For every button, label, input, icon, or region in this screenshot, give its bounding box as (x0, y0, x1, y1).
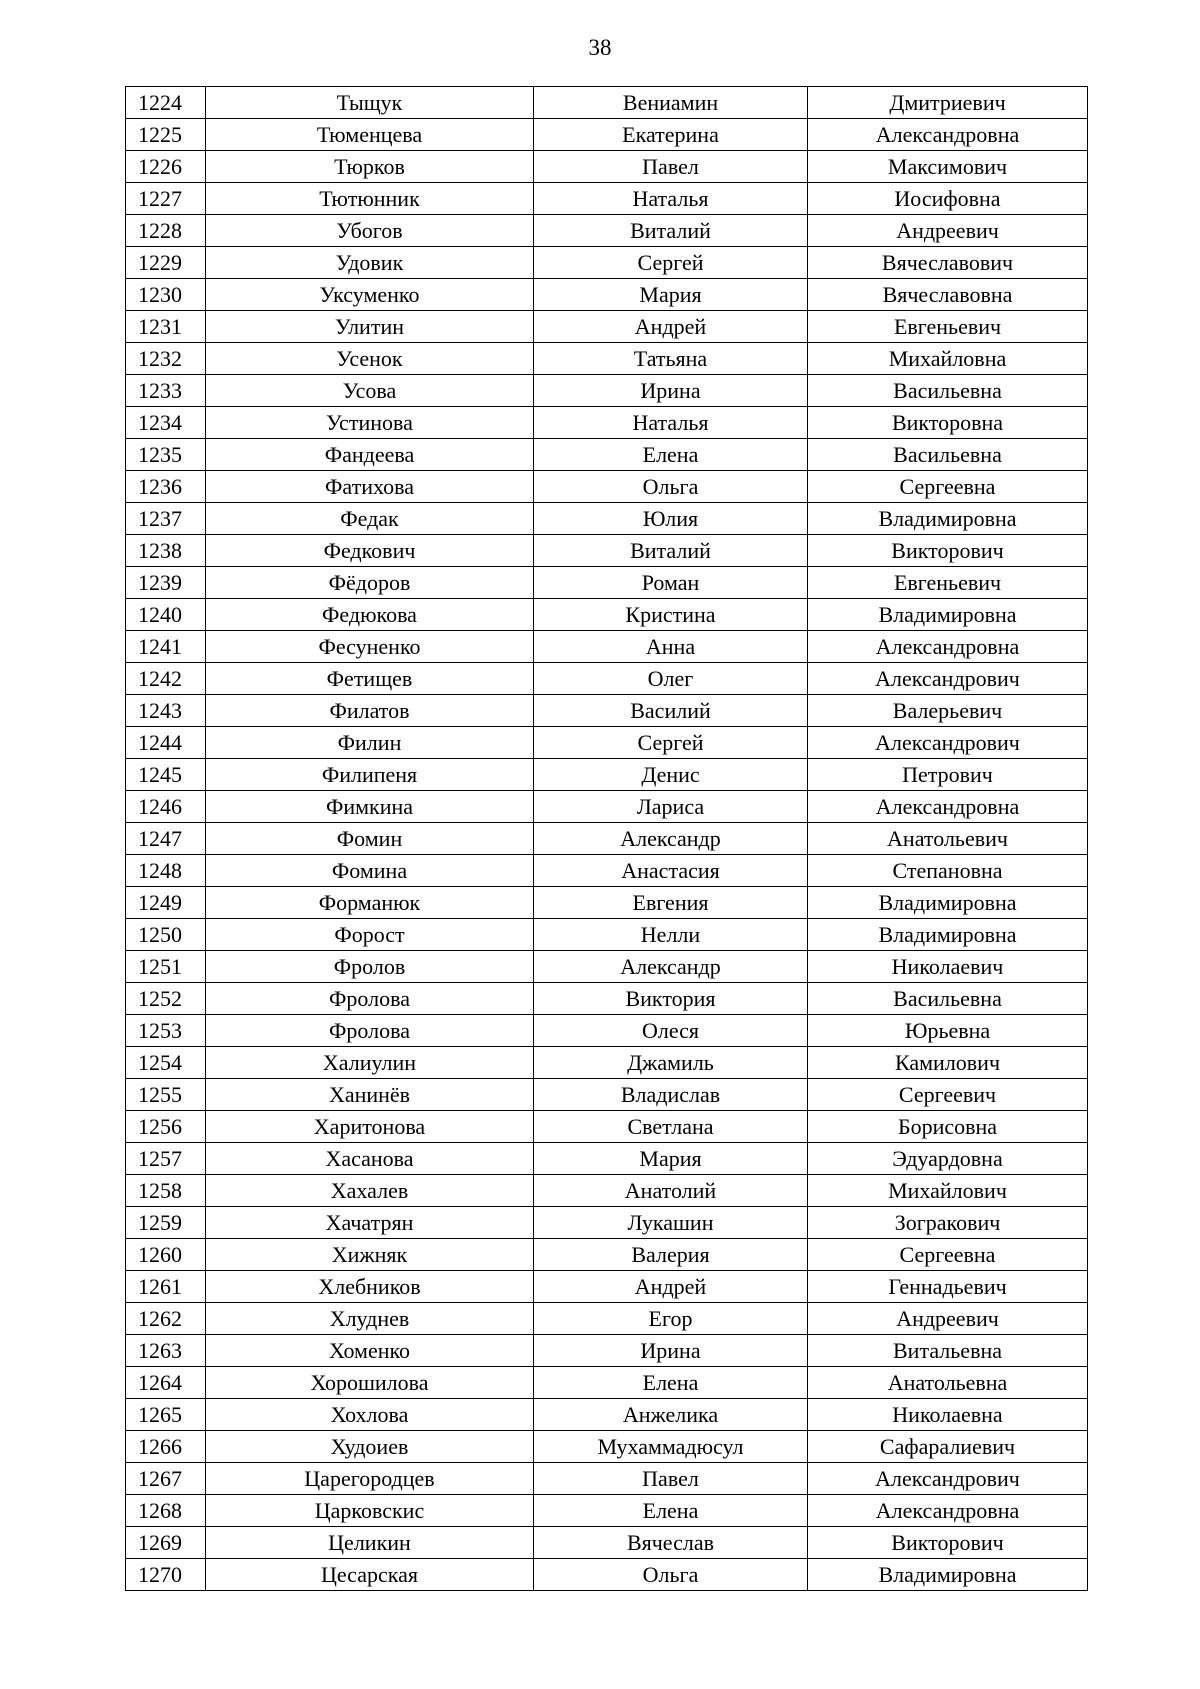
last-name-cell: Хлуднев (206, 1303, 534, 1335)
row-number-cell: 1269 (126, 1527, 206, 1559)
first-name-cell: Елена (534, 1495, 808, 1527)
first-name-cell: Мухаммадюсул (534, 1431, 808, 1463)
table-row (126, 279, 1088, 311)
first-name-cell: Егор (534, 1303, 808, 1335)
last-name-cell: Улитин (206, 311, 534, 343)
patronymic-cell: Александровна (808, 791, 1088, 823)
last-name-cell: Усова (206, 375, 534, 407)
row-number-cell: 1235 (126, 439, 206, 471)
table-row (126, 87, 1088, 119)
table-row (126, 471, 1088, 503)
first-name-cell: Наталья (534, 407, 808, 439)
first-name-cell: Владислав (534, 1079, 808, 1111)
patronymic-cell: Александровна (808, 119, 1088, 151)
table-row (126, 1463, 1088, 1495)
first-name-cell: Мария (534, 1143, 808, 1175)
patronymic-cell: Викторович (808, 535, 1088, 567)
patronymic-cell: Владимировна (808, 887, 1088, 919)
row-number-cell: 1257 (126, 1143, 206, 1175)
first-name-cell: Наталья (534, 183, 808, 215)
row-number-cell: 1227 (126, 183, 206, 215)
row-number-cell: 1265 (126, 1399, 206, 1431)
patronymic-cell: Евгеньевич (808, 311, 1088, 343)
first-name-cell: Олег (534, 663, 808, 695)
table-row (126, 247, 1088, 279)
first-name-cell: Елена (534, 439, 808, 471)
table-row (126, 1239, 1088, 1271)
roster-table (125, 86, 1088, 1591)
table-row (126, 1271, 1088, 1303)
last-name-cell: Хижняк (206, 1239, 534, 1271)
last-name-cell: Федюкова (206, 599, 534, 631)
table-row (126, 1431, 1088, 1463)
last-name-cell: Фёдоров (206, 567, 534, 599)
first-name-cell: Елена (534, 1367, 808, 1399)
table-row (126, 1079, 1088, 1111)
row-number-cell: 1254 (126, 1047, 206, 1079)
first-name-cell: Сергей (534, 247, 808, 279)
table-row (126, 1527, 1088, 1559)
patronymic-cell: Александрович (808, 1463, 1088, 1495)
patronymic-cell: Сафаралиевич (808, 1431, 1088, 1463)
last-name-cell: Царегородцев (206, 1463, 534, 1495)
last-name-cell: Филипеня (206, 759, 534, 791)
patronymic-cell: Анатольевич (808, 823, 1088, 855)
row-number-cell: 1255 (126, 1079, 206, 1111)
last-name-cell: Усенок (206, 343, 534, 375)
row-number-cell: 1229 (126, 247, 206, 279)
last-name-cell: Фандеева (206, 439, 534, 471)
last-name-cell: Убогов (206, 215, 534, 247)
last-name-cell: Фимкина (206, 791, 534, 823)
patronymic-cell: Максимович (808, 151, 1088, 183)
first-name-cell: Павел (534, 151, 808, 183)
table-row (126, 919, 1088, 951)
last-name-cell: Целикин (206, 1527, 534, 1559)
last-name-cell: Ханинёв (206, 1079, 534, 1111)
row-number-cell: 1234 (126, 407, 206, 439)
patronymic-cell: Вячеславович (808, 247, 1088, 279)
table-row (126, 567, 1088, 599)
first-name-cell: Вениамин (534, 87, 808, 119)
patronymic-cell: Юрьевна (808, 1015, 1088, 1047)
last-name-cell: Халиулин (206, 1047, 534, 1079)
table-row (126, 1175, 1088, 1207)
first-name-cell: Джамиль (534, 1047, 808, 1079)
first-name-cell: Виктория (534, 983, 808, 1015)
patronymic-cell: Степановна (808, 855, 1088, 887)
row-number-cell: 1260 (126, 1239, 206, 1271)
row-number-cell: 1231 (126, 311, 206, 343)
first-name-cell: Андрей (534, 311, 808, 343)
patronymic-cell: Сергеевич (808, 1079, 1088, 1111)
last-name-cell: Худоиев (206, 1431, 534, 1463)
last-name-cell: Тыщук (206, 87, 534, 119)
row-number-cell: 1237 (126, 503, 206, 535)
row-number-cell: 1228 (126, 215, 206, 247)
row-number-cell: 1256 (126, 1111, 206, 1143)
first-name-cell: Ирина (534, 1335, 808, 1367)
last-name-cell: Харитонова (206, 1111, 534, 1143)
patronymic-cell: Михайловна (808, 343, 1088, 375)
first-name-cell: Ольга (534, 471, 808, 503)
patronymic-cell: Дмитриевич (808, 87, 1088, 119)
row-number-cell: 1240 (126, 599, 206, 631)
first-name-cell: Анжелика (534, 1399, 808, 1431)
table-row (126, 311, 1088, 343)
table-row (126, 1559, 1088, 1591)
patronymic-cell: Валерьевич (808, 695, 1088, 727)
row-number-cell: 1238 (126, 535, 206, 567)
patronymic-cell: Эдуардовна (808, 1143, 1088, 1175)
table-row (126, 215, 1088, 247)
table-row (126, 1143, 1088, 1175)
first-name-cell: Василий (534, 695, 808, 727)
first-name-cell: Олеся (534, 1015, 808, 1047)
roster-body (126, 87, 1088, 1591)
table-row (126, 119, 1088, 151)
row-number-cell: 1261 (126, 1271, 206, 1303)
last-name-cell: Форост (206, 919, 534, 951)
table-row (126, 151, 1088, 183)
first-name-cell: Анна (534, 631, 808, 663)
row-number-cell: 1270 (126, 1559, 206, 1591)
table-row (126, 631, 1088, 663)
row-number-cell: 1230 (126, 279, 206, 311)
row-number-cell: 1236 (126, 471, 206, 503)
last-name-cell: Хасанова (206, 1143, 534, 1175)
row-number-cell: 1252 (126, 983, 206, 1015)
table-row (126, 1303, 1088, 1335)
first-name-cell: Кристина (534, 599, 808, 631)
patronymic-cell: Иосифовна (808, 183, 1088, 215)
table-row (126, 823, 1088, 855)
table-row (126, 343, 1088, 375)
row-number-cell: 1242 (126, 663, 206, 695)
first-name-cell: Виталий (534, 215, 808, 247)
first-name-cell: Ирина (534, 375, 808, 407)
patronymic-cell: Андреевич (808, 215, 1088, 247)
table-row (126, 983, 1088, 1015)
last-name-cell: Тюменцева (206, 119, 534, 151)
patronymic-cell: Александрович (808, 663, 1088, 695)
first-name-cell: Ольга (534, 1559, 808, 1591)
last-name-cell: Федак (206, 503, 534, 535)
row-number-cell: 1241 (126, 631, 206, 663)
first-name-cell: Вячеслав (534, 1527, 808, 1559)
patronymic-cell: Вячеславовна (808, 279, 1088, 311)
row-number-cell: 1244 (126, 727, 206, 759)
table-row (126, 1495, 1088, 1527)
patronymic-cell: Васильевна (808, 375, 1088, 407)
last-name-cell: Тюрков (206, 151, 534, 183)
table-row (126, 695, 1088, 727)
patronymic-cell: Борисовна (808, 1111, 1088, 1143)
patronymic-cell: Евгеньевич (808, 567, 1088, 599)
first-name-cell: Лариса (534, 791, 808, 823)
first-name-cell: Нелли (534, 919, 808, 951)
table-row (126, 183, 1088, 215)
first-name-cell: Анастасия (534, 855, 808, 887)
first-name-cell: Андрей (534, 1271, 808, 1303)
first-name-cell: Светлана (534, 1111, 808, 1143)
table-row (126, 1399, 1088, 1431)
row-number-cell: 1225 (126, 119, 206, 151)
last-name-cell: Тютюнник (206, 183, 534, 215)
patronymic-cell: Владимировна (808, 599, 1088, 631)
row-number-cell: 1239 (126, 567, 206, 599)
first-name-cell: Александр (534, 951, 808, 983)
table-row (126, 887, 1088, 919)
table-row (126, 727, 1088, 759)
table-row (126, 1015, 1088, 1047)
table-row (126, 1335, 1088, 1367)
patronymic-cell: Анатольевна (808, 1367, 1088, 1399)
last-name-cell: Фролов (206, 951, 534, 983)
patronymic-cell: Камилович (808, 1047, 1088, 1079)
last-name-cell: Фролова (206, 983, 534, 1015)
row-number-cell: 1247 (126, 823, 206, 855)
patronymic-cell: Владимировна (808, 503, 1088, 535)
patronymic-cell: Викторович (808, 1527, 1088, 1559)
patronymic-cell: Сергеевна (808, 1239, 1088, 1271)
last-name-cell: Форманюк (206, 887, 534, 919)
last-name-cell: Фатихова (206, 471, 534, 503)
table-row (126, 663, 1088, 695)
patronymic-cell: Викторовна (808, 407, 1088, 439)
first-name-cell: Юлия (534, 503, 808, 535)
patronymic-cell: Сергеевна (808, 471, 1088, 503)
last-name-cell: Хлебников (206, 1271, 534, 1303)
table-row (126, 439, 1088, 471)
last-name-cell: Хохлова (206, 1399, 534, 1431)
row-number-cell: 1267 (126, 1463, 206, 1495)
table-row (126, 375, 1088, 407)
first-name-cell: Сергей (534, 727, 808, 759)
row-number-cell: 1259 (126, 1207, 206, 1239)
last-name-cell: Устинова (206, 407, 534, 439)
last-name-cell: Хоменко (206, 1335, 534, 1367)
page-number: 38 (588, 35, 612, 60)
patronymic-cell: Михайлович (808, 1175, 1088, 1207)
row-number-cell: 1253 (126, 1015, 206, 1047)
last-name-cell: Филатов (206, 695, 534, 727)
row-number-cell: 1262 (126, 1303, 206, 1335)
last-name-cell: Хачатрян (206, 1207, 534, 1239)
last-name-cell: Хорошилова (206, 1367, 534, 1399)
patronymic-cell: Александрович (808, 727, 1088, 759)
row-number-cell: 1224 (126, 87, 206, 119)
row-number-cell: 1263 (126, 1335, 206, 1367)
first-name-cell: Павел (534, 1463, 808, 1495)
table-row (126, 1047, 1088, 1079)
first-name-cell: Татьяна (534, 343, 808, 375)
table-row (126, 791, 1088, 823)
patronymic-cell: Витальевна (808, 1335, 1088, 1367)
last-name-cell: Фетищев (206, 663, 534, 695)
patronymic-cell: Александровна (808, 1495, 1088, 1527)
row-number-cell: 1245 (126, 759, 206, 791)
first-name-cell: Виталий (534, 535, 808, 567)
row-number-cell: 1251 (126, 951, 206, 983)
row-number-cell: 1246 (126, 791, 206, 823)
first-name-cell: Екатерина (534, 119, 808, 151)
table-row (126, 1367, 1088, 1399)
patronymic-cell: Зогракович (808, 1207, 1088, 1239)
patronymic-cell: Александровна (808, 631, 1088, 663)
patronymic-cell: Васильевна (808, 983, 1088, 1015)
last-name-cell: Фомин (206, 823, 534, 855)
patronymic-cell: Николаевна (808, 1399, 1088, 1431)
patronymic-cell: Андреевич (808, 1303, 1088, 1335)
last-name-cell: Удовик (206, 247, 534, 279)
table-row (126, 503, 1088, 535)
last-name-cell: Фомина (206, 855, 534, 887)
first-name-cell: Денис (534, 759, 808, 791)
table-row (126, 855, 1088, 887)
first-name-cell: Евгения (534, 887, 808, 919)
first-name-cell: Валерия (534, 1239, 808, 1271)
first-name-cell: Мария (534, 279, 808, 311)
last-name-cell: Царковскис (206, 1495, 534, 1527)
row-number-cell: 1264 (126, 1367, 206, 1399)
patronymic-cell: Владимировна (808, 1559, 1088, 1591)
table-row (126, 759, 1088, 791)
last-name-cell: Федкович (206, 535, 534, 567)
row-number-cell: 1243 (126, 695, 206, 727)
last-name-cell: Фролова (206, 1015, 534, 1047)
last-name-cell: Уксуменко (206, 279, 534, 311)
table-row (126, 1207, 1088, 1239)
first-name-cell: Лукашин (534, 1207, 808, 1239)
first-name-cell: Александр (534, 823, 808, 855)
row-number-cell: 1266 (126, 1431, 206, 1463)
row-number-cell: 1248 (126, 855, 206, 887)
table-row (126, 535, 1088, 567)
patronymic-cell: Геннадьевич (808, 1271, 1088, 1303)
row-number-cell: 1226 (126, 151, 206, 183)
last-name-cell: Филин (206, 727, 534, 759)
patronymic-cell: Петрович (808, 759, 1088, 791)
table-row (126, 599, 1088, 631)
table-row (126, 407, 1088, 439)
patronymic-cell: Васильевна (808, 439, 1088, 471)
first-name-cell: Анатолий (534, 1175, 808, 1207)
table-row (126, 951, 1088, 983)
last-name-cell: Хахалев (206, 1175, 534, 1207)
last-name-cell: Цесарская (206, 1559, 534, 1591)
row-number-cell: 1232 (126, 343, 206, 375)
row-number-cell: 1250 (126, 919, 206, 951)
patronymic-cell: Владимировна (808, 919, 1088, 951)
table-row (126, 1111, 1088, 1143)
row-number-cell: 1233 (126, 375, 206, 407)
row-number-cell: 1268 (126, 1495, 206, 1527)
last-name-cell: Фесуненко (206, 631, 534, 663)
row-number-cell: 1258 (126, 1175, 206, 1207)
patronymic-cell: Николаевич (808, 951, 1088, 983)
row-number-cell: 1249 (126, 887, 206, 919)
first-name-cell: Роман (534, 567, 808, 599)
